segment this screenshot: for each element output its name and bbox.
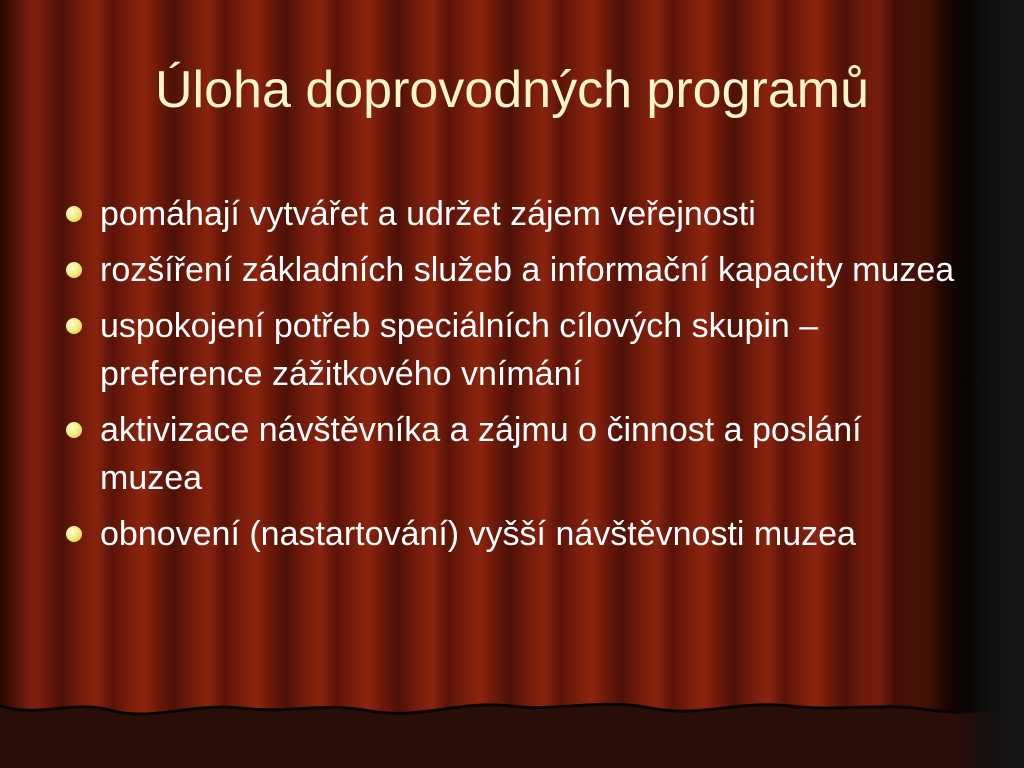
list-item xyxy=(60,246,960,294)
list-item xyxy=(60,406,960,502)
bullet-text: uspokojení potřeb speciálních cílových skupin – preference zážitkového vnímání xyxy=(100,307,819,393)
bullet-text: aktivizace návštěvníka a zájmu o činnost a poslání muzea xyxy=(100,411,862,497)
bullet-text: pomáhají vytvářet a udržet zájem veřejnosti xyxy=(100,195,756,233)
stage-floor xyxy=(0,648,1024,768)
list-item xyxy=(60,510,960,558)
bullet-text: rozšíření základních služeb a informační kapacity muzea xyxy=(100,251,955,289)
slide-title: Úloha doprovodných programů xyxy=(155,61,869,119)
bullet-icon xyxy=(66,262,82,278)
bullet-text: obnovení (nastartování) vyšší návštěvnosti muzea xyxy=(100,515,856,553)
bullet-icon xyxy=(66,422,82,438)
bullet-icon xyxy=(66,318,82,334)
list-item xyxy=(60,190,960,238)
list-item xyxy=(60,302,960,398)
bullet-icon xyxy=(66,206,82,222)
bullet-icon xyxy=(66,526,82,542)
bullet-list xyxy=(60,190,960,566)
